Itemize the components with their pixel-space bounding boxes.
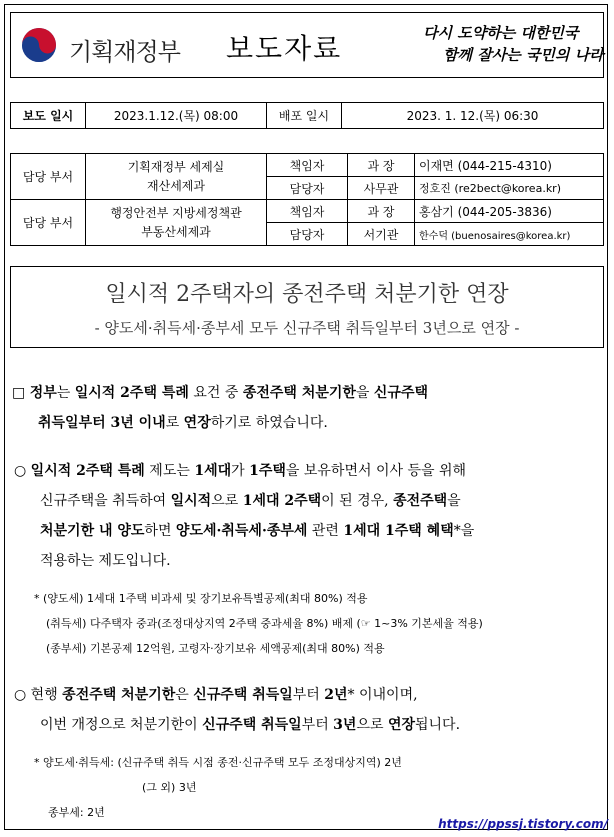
contact-title: 과 장 [348,154,415,177]
contact-title: 서기관 [348,223,415,246]
slogan-line-1: 다시 도약하는 대한민국 [423,24,579,42]
page-header [10,12,604,78]
dept-1-line-2: 재산세제과 [147,178,205,193]
footnote-1-line-3: (종부세) 기본공제 12억원, 고령자·장기보유 세액공제(최대 80%) 적용 [46,642,385,655]
headline-box [10,266,604,348]
report-date-value: 2023.1.12.(목) 08:00 [86,103,267,129]
footnote-2-line-1: * 양도세·취득세: (신규주택 취득 시점 종전·신규주택 모두 조정대상지역) 2년 [34,756,402,769]
dept-label-2: 담당 부서 [11,200,86,246]
paragraph-2-line-1: ○ 일시적 2주택 특례 제도는 1세대가 1주택을 보유하면서 이사 등을 위해 [14,463,466,479]
slogan [423,20,604,72]
footnote-1-line-2: (취득세) 다주택자 중과(조정대상지역 2주택 중과세율 8%) 배제 (☞ 1~3% 기본세율 적용) [46,617,483,630]
contact-name: 이재면 (044-215-4310) [415,154,604,177]
contact-table [10,153,604,246]
subheadline: - 양도세·취득세·종부세 모두 신규주택 취득일부터 3년으로 연장 - [94,319,520,337]
contact-title: 과 장 [348,200,415,223]
footnote-2-line-3: 종부세: 2년 [48,806,105,819]
dept-1 [86,154,267,200]
paragraph-2-line-4: 적용하는 제도입니다. [40,553,171,569]
paragraph-1-line-2: 취득일부터 3년 이내로 연장하기로 하였습니다. [38,415,328,431]
paragraph-1-line-1: □ 정부는 일시적 2주택 특례 요건 중 종전주택 처분기한을 신규주택 [12,385,429,401]
paragraph-3-line-2: 이번 개정으로 처분기한이 신규주택 취득일부터 3년으로 연장됩니다. [40,717,461,733]
date-table [10,102,604,129]
contact-role: 책임자 [267,200,348,223]
press-release-title: 보도자료 [226,32,343,65]
slogan-line-2: 함께 잘사는 국민의 나라 [443,46,604,64]
dept-2 [86,200,267,246]
watermark-url: https://ppssj.tistory.com/ [438,817,608,831]
contact-title: 사무관 [348,177,415,200]
footnote-2 [34,750,402,825]
paragraph-3 [14,680,460,740]
paragraph-2-line-3: 처분기한 내 양도하면 양도세·취득세·종부세 관련 1세대 1주택 혜택*을 [40,523,475,539]
footnote-1 [34,586,483,661]
paragraph-1 [12,378,428,438]
contact-name: 홍삼기 (044-205-3836) [415,200,604,223]
contact-role: 담당자 [267,177,348,200]
taegeuk-logo-icon [21,27,57,63]
contact-role: 책임자 [267,154,348,177]
paragraph-3-line-1: ○ 현행 종전주택 처분기한은 신규주택 취득일부터 2년* 이내이며, [14,687,418,703]
headline: 일시적 2주택자의 종전주택 처분기한 연장 [105,282,509,307]
contact-role: 담당자 [267,223,348,246]
contact-name: 한수덕 (buenosaires@korea.kr) [415,223,604,246]
dept-label-1: 담당 부서 [11,154,86,200]
ministry-name: 기획재정부 [69,38,180,66]
dist-date-label: 배포 일시 [267,103,342,129]
dept-1-line-1: 기획재정부 세제실 [127,159,225,174]
contact-name: 정호진 (re2bect@korea.kr) [415,177,604,200]
dept-2-line-1: 행정안전부 지방세정책관 [110,205,242,220]
dept-2-line-2: 부동산세제과 [141,224,211,239]
dist-date-value: 2023. 1. 12.(목) 06:30 [342,103,604,129]
footnote-2-line-2: (그 외) 3년 [142,781,197,794]
paragraph-2 [14,456,474,576]
footnote-1-line-1: * (양도세) 1세대 1주택 비과세 및 장기보유특별공제(최대 80%) 적용 [34,592,368,605]
report-date-label: 보도 일시 [11,103,86,129]
paragraph-2-line-2: 신규주택을 취득하여 일시적으로 1세대 2주택이 된 경우, 종전주택을 [40,493,461,509]
